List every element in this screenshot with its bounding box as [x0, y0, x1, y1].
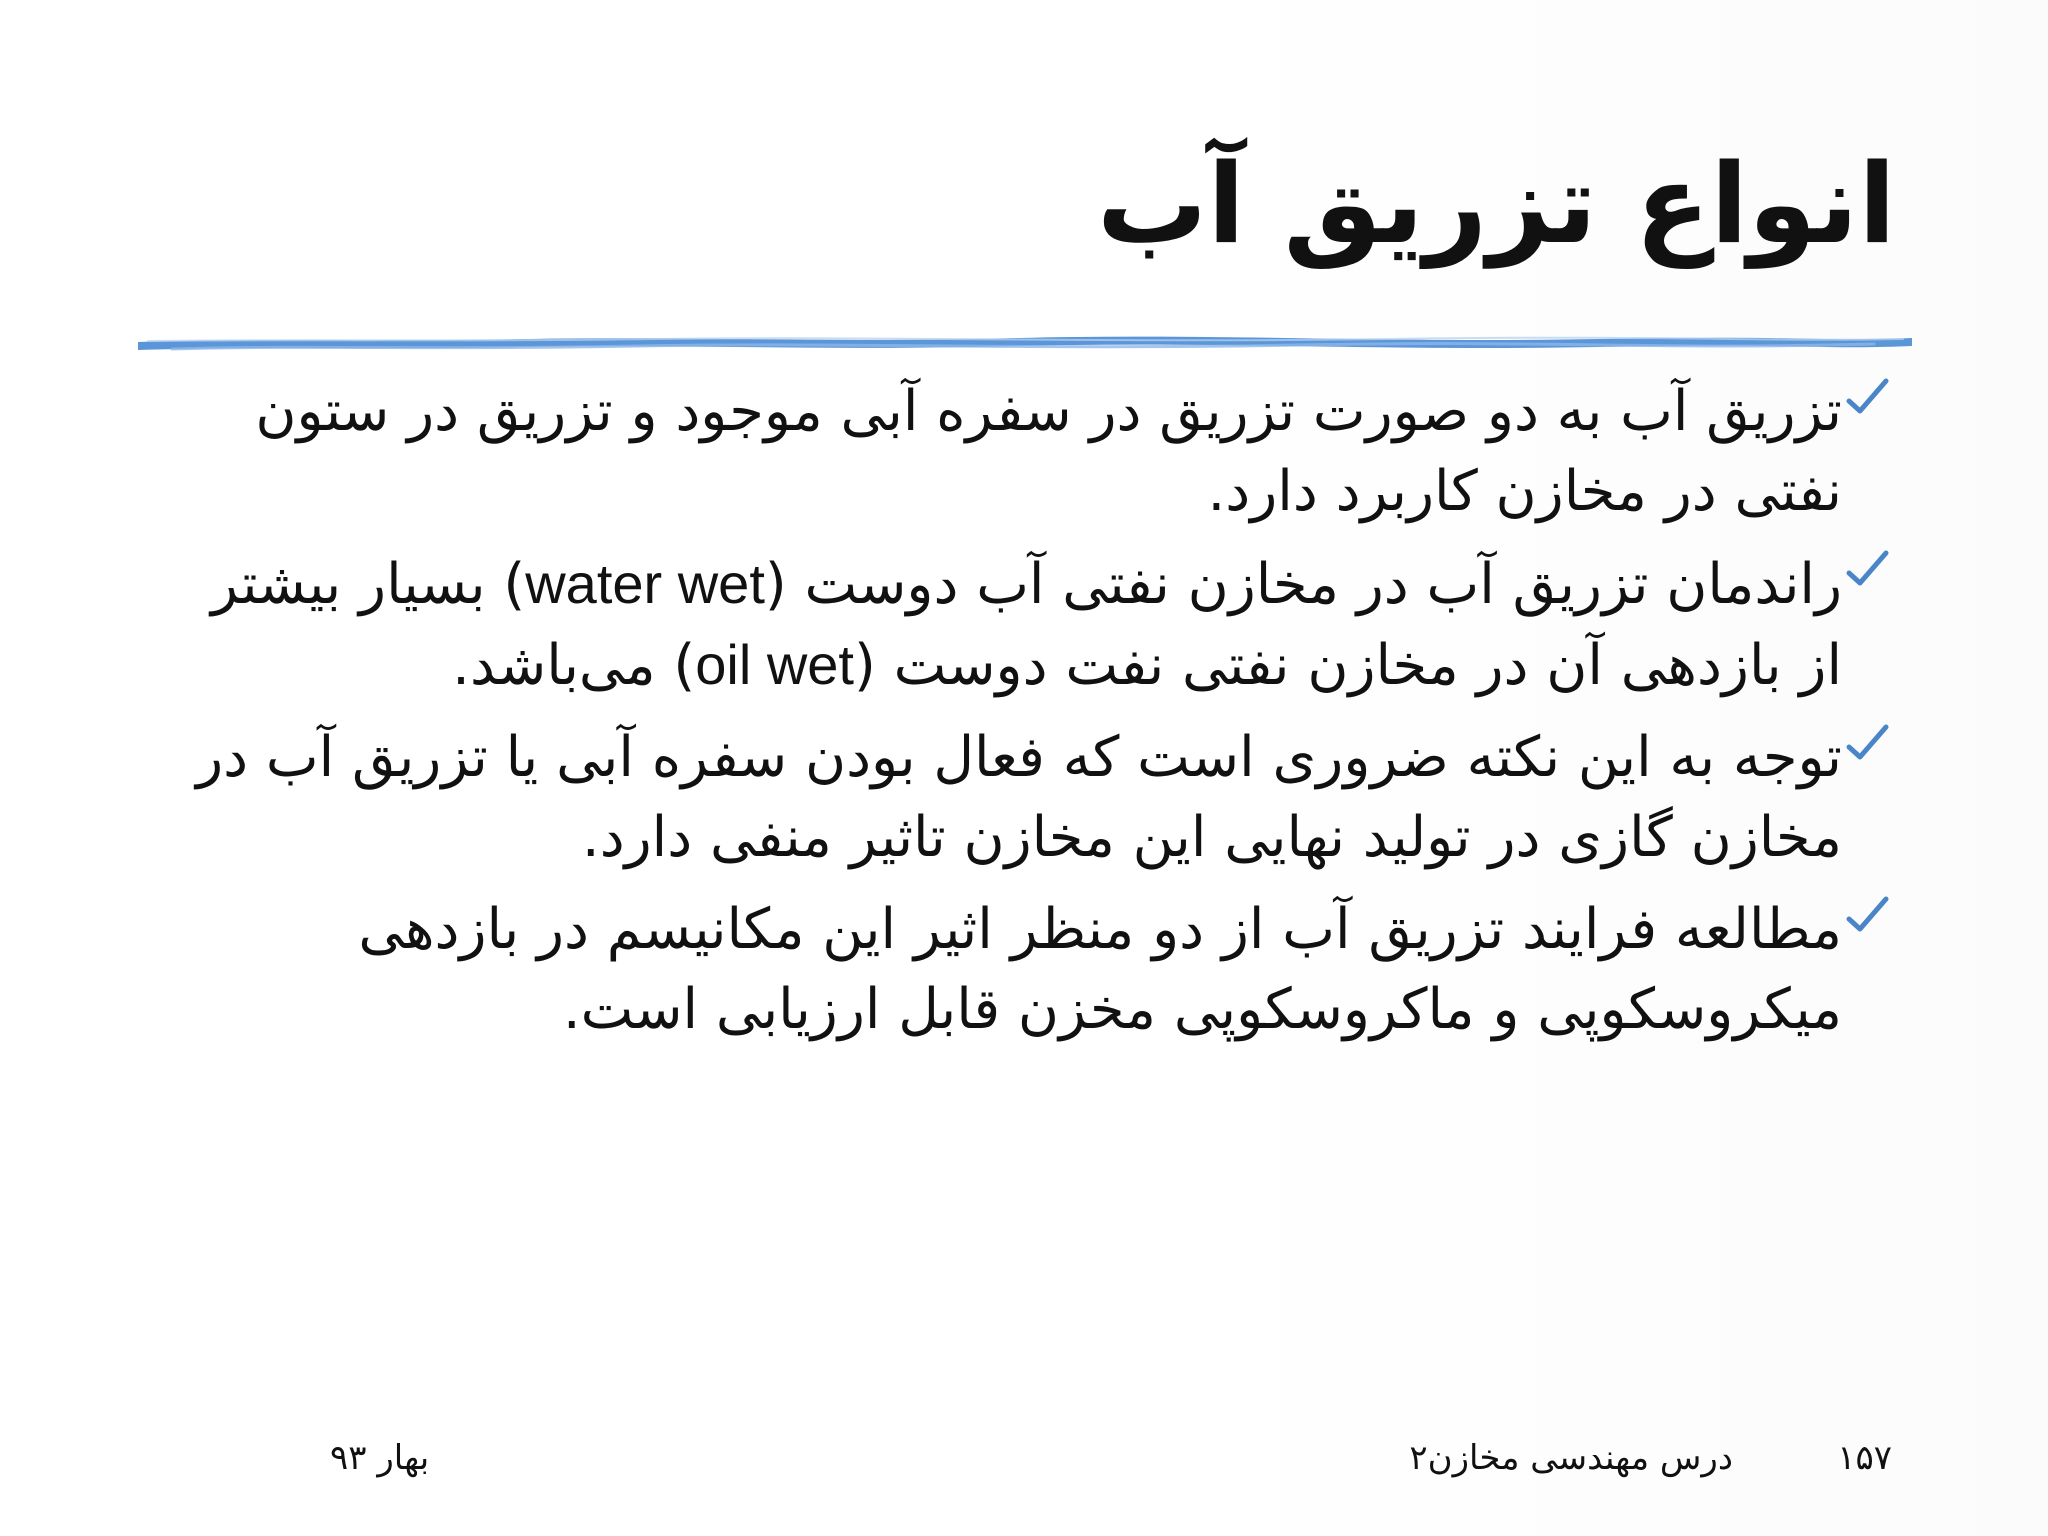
- bullet-text-part: راندمان تزریق آب در مخازن نفتی آب دوست (: [764, 552, 1842, 617]
- check-icon: [1843, 720, 1891, 768]
- bullet-text: توجه به این نکته ضروری است که فعال بودن سفره آبی یا تزریق آب در مخازن گازی در تولید نهایی این مخازن تاثیر منفی دارد.: [196, 725, 1842, 870]
- bullet-item-4: [195, 890, 1885, 1050]
- bullet-text: تزریق آب به دو صورت تزریق در سفره آبی موجود و تزریق در ستون نفتی در مخازن کاربرد دارد.: [255, 379, 1842, 524]
- bullet-text: مطالعه فرایند تزریق آب از دو منظر اثیر این مکانیسم در بازدهی میکروسکوپی و ماکروسکوپی مخزن قابل ارزیابی است.: [358, 897, 1842, 1042]
- footer-page-number: ۱۵۷: [1837, 1438, 1892, 1478]
- bullet-item-1: [195, 372, 1885, 532]
- check-icon: [1843, 374, 1891, 422]
- check-icon: [1843, 892, 1891, 940]
- bullet-text-part: ) بسیار بیشتر از بازدهی آن در مخازن نفتی نفت دوست (: [211, 552, 1842, 698]
- footer-date: بهار ۹۳: [330, 1438, 430, 1478]
- latin-term-water-wet: water wet: [525, 552, 765, 615]
- bullet-list: [195, 372, 1885, 1062]
- latin-term-oil-wet: oil wet: [695, 633, 854, 696]
- bullet-item-2: [195, 544, 1885, 706]
- footer-course-name: درس مهندسی مخازن۲: [1409, 1438, 1733, 1478]
- title-divider: [138, 334, 1912, 356]
- bullet-item-3: [195, 718, 1885, 878]
- slide-title: انواع تزریق آب: [1096, 140, 1896, 268]
- check-icon: [1843, 546, 1891, 594]
- bullet-text-part: ) می‌باشد.: [452, 633, 696, 698]
